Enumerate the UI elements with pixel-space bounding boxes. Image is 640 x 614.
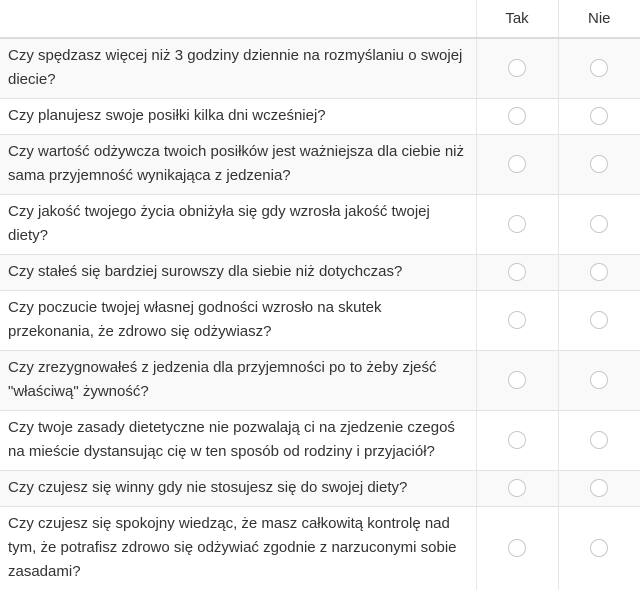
radio-tak[interactable]: [508, 155, 526, 173]
radio-tak[interactable]: [508, 431, 526, 449]
answer-cell-nie: [558, 38, 640, 99]
radio-nie[interactable]: [590, 431, 608, 449]
answer-cell-nie: [558, 255, 640, 291]
answer-cell-nie: [558, 195, 640, 255]
answer-cell-tak: [476, 351, 558, 411]
radio-nie[interactable]: [590, 263, 608, 281]
radio-nie[interactable]: [590, 539, 608, 557]
question-row-6: [0, 291, 640, 351]
radio-nie[interactable]: [590, 59, 608, 77]
answer-cell-tak: [476, 135, 558, 195]
question-column-header: [0, 0, 476, 38]
answer-cell-tak: [476, 255, 558, 291]
radio-tak[interactable]: [508, 311, 526, 329]
question-row-3: [0, 135, 640, 195]
question-row-7: [0, 351, 640, 411]
radio-nie[interactable]: [590, 311, 608, 329]
answer-cell-tak: [476, 471, 558, 507]
question-row-1: [0, 38, 640, 99]
radio-tak[interactable]: [508, 59, 526, 77]
radio-tak[interactable]: [508, 539, 526, 557]
answer-cell-nie: [558, 99, 640, 135]
radio-tak[interactable]: [508, 215, 526, 233]
answer-cell-nie: [558, 411, 640, 471]
question-row-10: [0, 507, 640, 591]
answer-cell-nie: [558, 291, 640, 351]
question-text: Czy czujesz się spokojny wiedząc, że masz całkowitą kontrolę nad tym, że potrafisz zdrowo się odżywiać zgodnie z narzuconymi sobie zasadami?: [0, 507, 476, 591]
question-row-8: [0, 411, 640, 471]
question-text: Czy stałeś się bardziej surowszy dla siebie niż dotychczas?: [0, 255, 476, 291]
answer-cell-nie: [558, 507, 640, 591]
answer-cell-tak: [476, 291, 558, 351]
radio-tak[interactable]: [508, 107, 526, 125]
radio-nie[interactable]: [590, 479, 608, 497]
answer-cell-tak: [476, 411, 558, 471]
answer-cell-tak: [476, 99, 558, 135]
radio-tak[interactable]: [508, 371, 526, 389]
radio-nie[interactable]: [590, 371, 608, 389]
question-text: Czy twoje zasady dietetyczne nie pozwalają ci na zjedzenie czegoś na mieście dystansując cię w ten sposób od rodziny i przyjaciół?: [0, 411, 476, 471]
survey-header: [0, 0, 640, 38]
question-text: Czy jakość twojego życia obniżyła się gdy wzrosła jakość twojej diety?: [0, 195, 476, 255]
radio-tak[interactable]: [508, 263, 526, 281]
answer-cell-nie: [558, 351, 640, 411]
question-text: Czy poczucie twojej własnej godności wzrosło na skutek przekonania, że zdrowo się odżywiasz?: [0, 291, 476, 351]
question-row-9: [0, 471, 640, 507]
answer-cell-tak: [476, 507, 558, 591]
question-text: Czy spędzasz więcej niż 3 godziny dziennie na rozmyślaniu o swojej diecie?: [0, 38, 476, 99]
question-row-2: [0, 99, 640, 135]
radio-tak[interactable]: [508, 479, 526, 497]
question-row-4: [0, 195, 640, 255]
column-header-nie: Nie: [558, 0, 640, 38]
radio-nie[interactable]: [590, 155, 608, 173]
question-text: Czy planujesz swoje posiłki kilka dni wcześniej?: [0, 99, 476, 135]
question-text: Czy wartość odżywcza twoich posiłków jest ważniejsza dla ciebie niż sama przyjemność wynikająca z jedzenia?: [0, 135, 476, 195]
column-header-tak: Tak: [476, 0, 558, 38]
radio-nie[interactable]: [590, 215, 608, 233]
question-row-5: [0, 255, 640, 291]
survey-body: [0, 38, 640, 590]
header-row: [0, 0, 640, 38]
question-text: Czy czujesz się winny gdy nie stosujesz się do swojej diety?: [0, 471, 476, 507]
answer-cell-tak: [476, 195, 558, 255]
answer-cell-nie: [558, 471, 640, 507]
answer-cell-nie: [558, 135, 640, 195]
radio-nie[interactable]: [590, 107, 608, 125]
answer-cell-tak: [476, 38, 558, 99]
question-text: Czy zrezygnowałeś z jedzenia dla przyjemności po to żeby zjeść "właściwą" żywność?: [0, 351, 476, 411]
